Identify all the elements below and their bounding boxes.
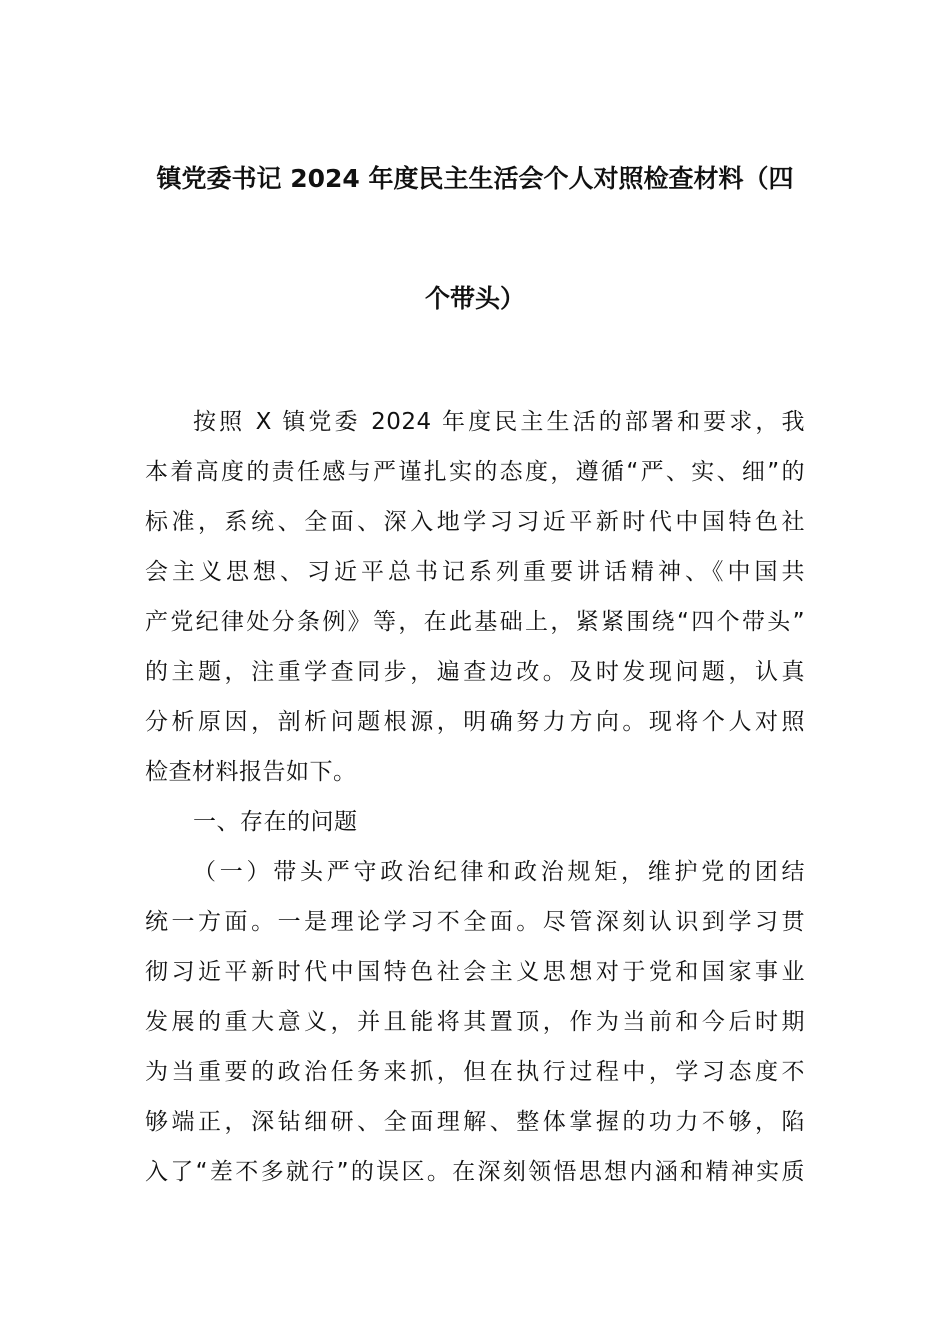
document-body <box>145 397 805 1197</box>
body-line: 产党纪律处分条例》等，在此基础上，紧紧围绕“四个带头” <box>145 609 805 635</box>
body-line: 会主义思想、习近平总书记系列重要讲话精神、《中国共 <box>145 559 805 585</box>
body-line: （一）带头严守政治纪律和政治规矩，维护党的团结 <box>193 859 805 885</box>
body-line: 入了“差不多就行”的误区。在深刻领悟思想内涵和精神实质 <box>145 1159 805 1185</box>
document-title-line-2: 个带头） <box>424 284 525 313</box>
body-line: 彻习近平新时代中国特色社会主义思想对于党和国家事业 <box>145 959 805 985</box>
document-title-line-1: 镇党委书记 2024 年度民主生活会个人对照检查材料（四 <box>156 164 794 193</box>
body-line: 分析原因，剖析问题根源，明确努力方向。现将个人对照 <box>145 709 805 735</box>
body-line: 统一方面。一是理论学习不全面。尽管深刻认识到学习贯 <box>145 909 805 935</box>
body-line: 够端正，深钻细研、全面理解、整体掌握的功力不够，陷 <box>145 1109 805 1135</box>
section-heading: 一、存在的问题 <box>193 809 358 835</box>
body-line: 发展的重大意义，并且能将其置顶，作为当前和今后时期 <box>145 1009 805 1035</box>
body-line: 本着高度的责任感与严谨扎实的态度，遵循“严、实、细”的 <box>145 459 805 485</box>
body-line: 按照 X 镇党委 2024 年度民主生活的部署和要求，我 <box>193 409 805 435</box>
body-line: 标准，系统、全面、深入地学习习近平新时代中国特色社 <box>145 509 805 535</box>
body-line: 的主题，注重学查同步，遍查边改。及时发现问题，认真 <box>145 659 805 685</box>
body-line: 检查材料报告如下。 <box>145 759 357 785</box>
body-line: 为当重要的政治任务来抓，但在执行过程中，学习态度不 <box>145 1059 805 1085</box>
